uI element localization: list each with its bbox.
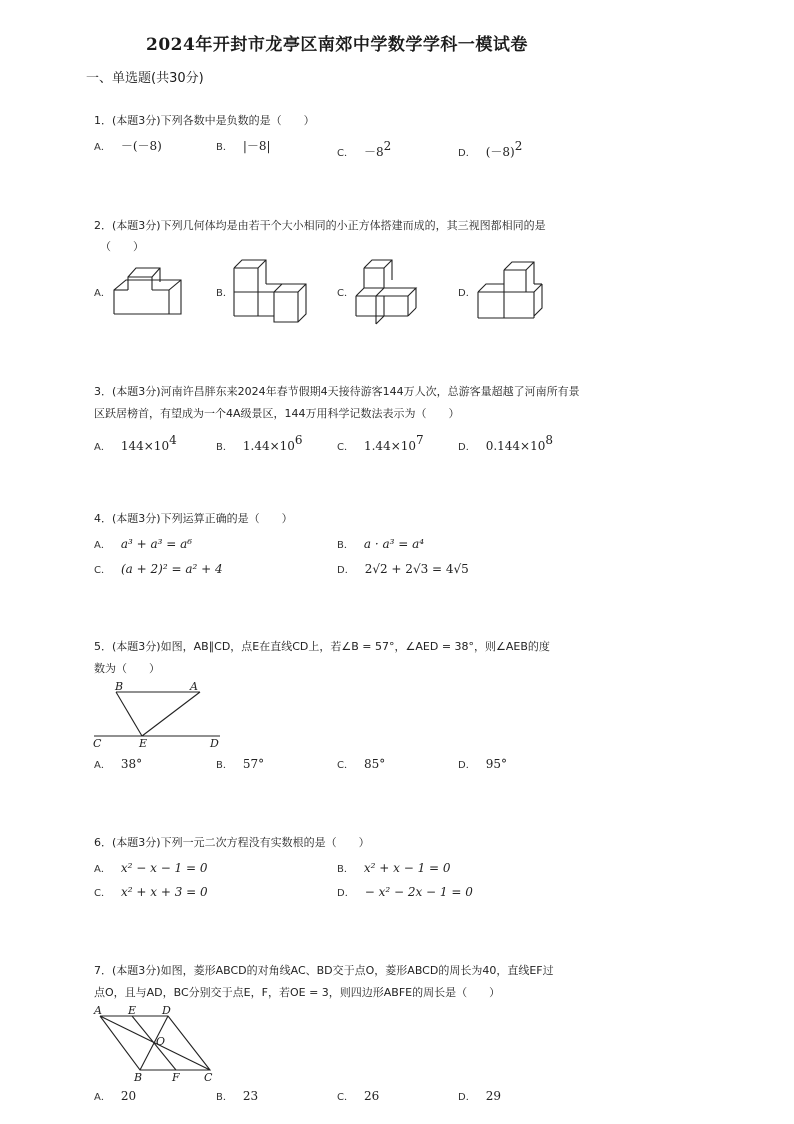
- option-expr: 29: [485, 1089, 501, 1103]
- exponent: 6: [294, 433, 303, 447]
- option-letter: A．: [94, 1092, 111, 1103]
- option-letter: A．: [94, 442, 111, 453]
- question-7-stem: 7．(本题3分)如图，菱形ABCD的对角线AC、BD交于点O，菱形ABCD的周长为40，直线EF过: [94, 964, 554, 977]
- option-expr: |－8|: [242, 139, 271, 153]
- option-letter: A．: [94, 864, 111, 875]
- option-expr: 144×10: [120, 439, 170, 453]
- option-letter: D．: [458, 442, 476, 453]
- q6-option-d[interactable]: [337, 885, 473, 901]
- option-letter: B．: [216, 142, 233, 153]
- q3-option-b[interactable]: [216, 433, 303, 455]
- question-6-stem: 6．(本题3分)下列一元二次方程没有实数根的是（ ）: [94, 836, 370, 849]
- option-expr: 57°: [242, 757, 265, 771]
- q2-figure-b: [230, 258, 312, 326]
- option-expr: －(－8): [120, 139, 162, 153]
- question-1-stem: 1．(本题3分)下列各数中是负数的是（ ）: [94, 114, 315, 127]
- option-expr: 95°: [485, 757, 507, 771]
- question-3-stem: 3．(本题3分)河南许昌胖东来2024年春节假期4天接待游客144万人次，总游客量超越了河南所有景: [94, 385, 580, 398]
- q1-option-d[interactable]: [458, 139, 522, 161]
- q4-option-c[interactable]: [94, 562, 223, 578]
- exponent: 8: [545, 433, 554, 447]
- option-letter: A．: [94, 540, 111, 551]
- q7-option-a[interactable]: [94, 1089, 136, 1105]
- exponent: 4: [169, 433, 177, 447]
- q2-figure-a: [108, 262, 188, 322]
- q2-figure-d: [474, 260, 546, 324]
- option-expr: 1.44×10: [242, 439, 295, 453]
- option-expr: 20: [120, 1089, 137, 1103]
- question-7-stem-cont: 点O，且与AD，BC分别交于点E，F，若OE = 3，则四边形ABFE的周长是（ ）: [94, 986, 501, 999]
- question-3-stem-cont: 区跃居榜首，有望成为一个4A级景区，144万用科学记数法表示为（ ）: [94, 407, 460, 420]
- label-a: A: [94, 1004, 102, 1017]
- label-c: C: [204, 1071, 213, 1084]
- label-f: F: [172, 1071, 180, 1084]
- q7-option-c[interactable]: [337, 1089, 379, 1105]
- option-expr: 26: [363, 1089, 380, 1103]
- option-expr: a³ + a³ = a⁶: [120, 537, 193, 551]
- label-d: D: [210, 737, 219, 750]
- option-expr: a · a³ = a⁴: [363, 537, 425, 551]
- option-expr: 85°: [363, 757, 386, 771]
- q6-option-a[interactable]: [94, 861, 208, 877]
- label-e: E: [128, 1004, 137, 1017]
- option-letter: D．: [337, 888, 355, 899]
- option-letter: A．: [94, 288, 111, 299]
- exponent: 7: [416, 433, 424, 447]
- diagonal-ac: [100, 1016, 210, 1070]
- segment-ae: [142, 692, 200, 736]
- question-5-stem-cont: 数为（ ）: [94, 662, 160, 675]
- option-letter: B．: [337, 540, 354, 551]
- option-expr: 0.144×10: [485, 439, 546, 453]
- section-heading: 一、单选题(共30分): [86, 71, 204, 86]
- q3-option-a[interactable]: [94, 433, 177, 455]
- option-expr: x² + x − 1 = 0: [363, 861, 451, 875]
- option-letter: D．: [458, 760, 476, 771]
- exponent: 2: [383, 139, 392, 153]
- option-expr: 38°: [120, 757, 143, 771]
- option-letter: A．: [94, 142, 111, 153]
- option-letter: D．: [458, 1092, 476, 1103]
- q5-option-a[interactable]: [94, 757, 142, 773]
- question-4-stem: 4．(本题3分)下列运算正确的是（ ）: [94, 512, 293, 525]
- q5-figure: [92, 680, 232, 750]
- page-title: 2024年开封市龙亭区南郊中学数学学科一模试卷: [146, 35, 528, 55]
- q4-option-b[interactable]: [337, 537, 424, 553]
- q4-option-d[interactable]: [337, 562, 469, 578]
- option-letter: B．: [216, 1092, 233, 1103]
- option-expr: (a + 2)² = a² + 4: [120, 562, 223, 576]
- q5-option-b[interactable]: [216, 757, 264, 773]
- option-expr: 1.44×10: [363, 439, 417, 453]
- option-letter: D．: [458, 288, 476, 299]
- option-letter: A．: [94, 760, 111, 771]
- q7-option-d[interactable]: [458, 1089, 501, 1105]
- option-letter: C．: [337, 442, 354, 453]
- option-letter: C．: [337, 288, 354, 299]
- label-b: B: [115, 680, 124, 693]
- option-letter: C．: [337, 148, 354, 159]
- option-letter: C．: [337, 760, 354, 771]
- option-expr: x² + x + 3 = 0: [120, 885, 208, 899]
- line-ef: [132, 1016, 176, 1070]
- label-c: C: [93, 737, 102, 750]
- option-letter: B．: [216, 288, 233, 299]
- question-2-stem-cont: （ ）: [100, 240, 144, 253]
- q3-option-d[interactable]: [458, 433, 553, 455]
- option-letter: D．: [337, 565, 355, 576]
- q1-option-c[interactable]: [337, 139, 391, 161]
- label-b: B: [134, 1071, 143, 1084]
- label-o: O: [156, 1035, 166, 1048]
- q7-option-b[interactable]: [216, 1089, 258, 1105]
- option-expr: x² − x − 1 = 0: [120, 861, 208, 875]
- q6-option-c[interactable]: [94, 885, 208, 901]
- exponent: 2: [514, 139, 523, 153]
- label-a: A: [190, 680, 198, 693]
- segment-be: [116, 692, 142, 736]
- q1-option-a[interactable]: [94, 139, 162, 155]
- option-expr: − x² − 2x − 1 = 0: [364, 885, 473, 899]
- option-letter: B．: [216, 442, 233, 453]
- option-expr: 2√2 + 2√3 = 4√5: [364, 562, 469, 576]
- question-5-stem: 5．(本题3分)如图，AB∥CD，点E在直线CD上，若∠B = 57°，∠AED = 38°，则∠AEB的度: [94, 640, 550, 653]
- option-letter: C．: [94, 565, 111, 576]
- q6-option-b[interactable]: [337, 861, 451, 877]
- option-letter: B．: [216, 760, 233, 771]
- q4-option-a[interactable]: [94, 537, 192, 553]
- label-d: D: [162, 1004, 171, 1017]
- question-2-stem: 2．(本题3分)下列几何体均是由若干个大小相同的小正方体搭建而成的，其三视图都相同的是: [94, 219, 546, 232]
- option-letter: B．: [337, 864, 354, 875]
- option-expr: －8: [363, 145, 384, 159]
- option-expr: (－8): [485, 145, 515, 159]
- option-letter: D．: [458, 148, 476, 159]
- q5-option-c[interactable]: [337, 757, 385, 773]
- q3-option-c[interactable]: [337, 433, 424, 455]
- label-e: E: [139, 737, 148, 750]
- q2-figure-c: [352, 258, 424, 326]
- option-letter: C．: [94, 888, 111, 899]
- q1-option-b[interactable]: [216, 139, 271, 155]
- q5-option-d[interactable]: [458, 757, 507, 773]
- q7-figure: [92, 1004, 222, 1082]
- option-expr: 23: [242, 1089, 259, 1103]
- option-letter: C．: [337, 1092, 354, 1103]
